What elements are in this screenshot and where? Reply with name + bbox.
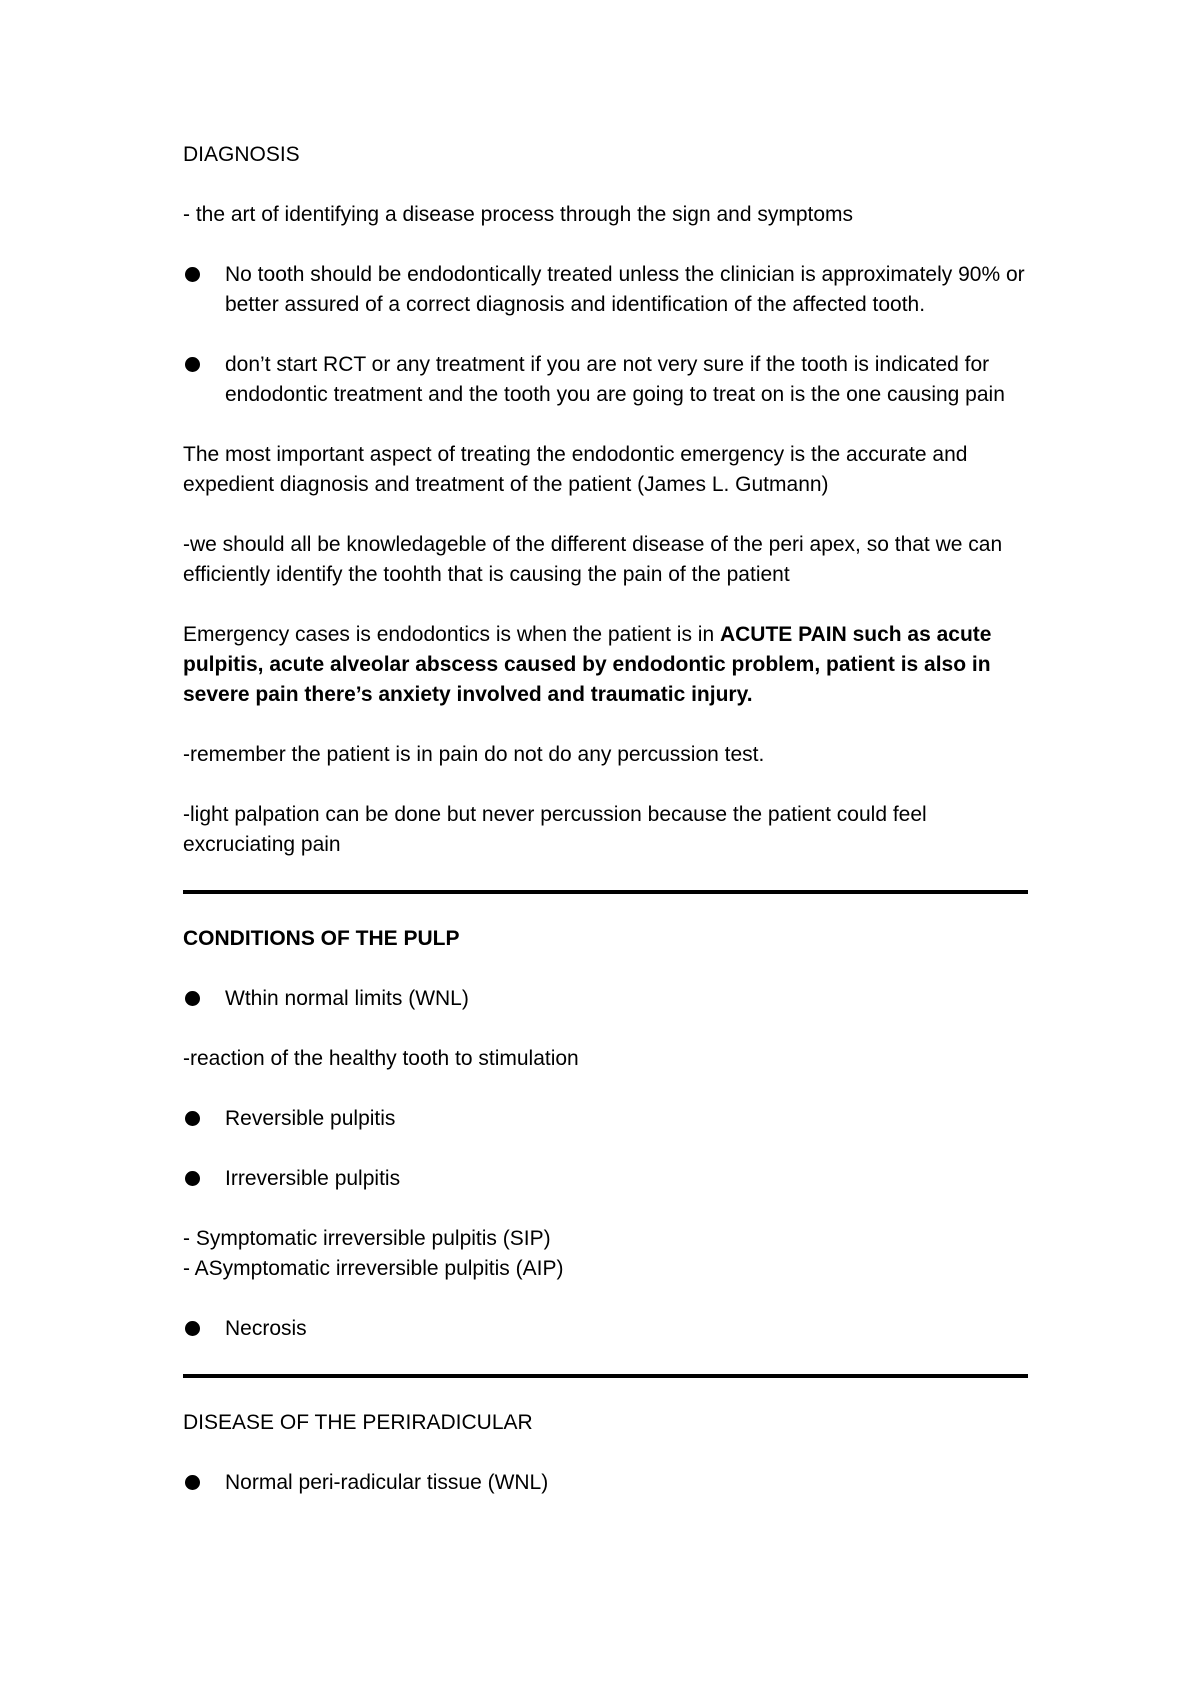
wnl-note: -reaction of the healthy tooth to stimulation <box>183 1047 579 1070</box>
pulp-bullet-text: Wthin normal limits (WNL) <box>225 987 469 1010</box>
percussion-note: -remember the patient is in pain do not do any percussion test. <box>183 743 765 766</box>
bullet-dot-icon <box>185 1111 200 1126</box>
diagnosis-bullet-text: don’t start RCT or any treatment if you are not very sure if the tooth is indicated for endodontic treatment and the tooth you are going to treat on is the one causing pain <box>225 353 1005 406</box>
gutmann-quote: The most important aspect of treating the endodontic emergency is the accurate and expedient diagnosis and treatment of the patient (James L. Gutmann) <box>183 443 968 496</box>
section-divider <box>183 890 1028 894</box>
knowledge-note: -we should all be knowledageble of the different disease of the peri apex, so that we can efficiently identify the toohth that is causing the pain of the patient <box>183 533 1003 586</box>
palpation-note: -light palpation can be done but never percussion because the patient could feel excruciating pain <box>183 803 927 856</box>
bullet-dot-icon <box>185 1171 200 1186</box>
irreversible-subtype: - Symptomatic irreversible pulpitis (SIP) <box>183 1227 551 1250</box>
bullet-dot-icon <box>185 1475 200 1490</box>
section-divider <box>183 1374 1028 1378</box>
diagnosis-bullet-text: No tooth should be endodontically treated unless the clinician is approximately 90% or better assured of a correct diagnosis and identification of the affected tooth. <box>225 263 1025 316</box>
bullet-dot-icon <box>185 1321 200 1336</box>
pulp-bullet-text: Necrosis <box>225 1317 307 1340</box>
bullet-dot-icon <box>185 357 200 372</box>
pulp-bullet-item <box>183 1314 1028 1344</box>
diagnosis-bullet-item <box>183 350 1028 410</box>
pulp-conditions-heading: CONDITIONS OF THE PULP <box>183 927 460 950</box>
bullet-dot-icon <box>185 267 200 282</box>
pulp-bullet-item <box>183 984 1028 1014</box>
pulp-bullet-text: Irreversible pulpitis <box>225 1167 401 1190</box>
diagnosis-heading: DIAGNOSIS <box>183 143 300 166</box>
document-page <box>183 140 1028 1528</box>
pulp-bullet-text: Reversible pulpitis <box>225 1107 396 1130</box>
periradicular-heading: DISEASE OF THE PERIRADICULAR <box>183 1411 533 1434</box>
diagnosis-definition: - the art of identifying a disease process through the sign and symptoms <box>183 203 854 226</box>
irreversible-subtype: - ASymptomatic irreversible pulpitis (AIP) <box>183 1257 564 1280</box>
periradicular-bullet-text: Normal peri-radicular tissue (WNL) <box>225 1471 549 1494</box>
emergency-bold-text: ACUTE PAIN such as acute pulpitis, acute alveolar abscess caused by endodontic problem, patient is also in severe pain there’s anxiety involved and traumatic injury. <box>183 623 992 706</box>
emergency-intro-text: Emergency cases is endodontics is when the patient is in <box>183 623 720 646</box>
bullet-dot-icon <box>185 991 200 1006</box>
emergency-cases-paragraph <box>183 620 1028 710</box>
pulp-bullet-item <box>183 1164 1028 1194</box>
periradicular-bullet-item <box>183 1468 1028 1498</box>
diagnosis-bullet-item <box>183 260 1028 320</box>
pulp-bullet-item <box>183 1104 1028 1134</box>
